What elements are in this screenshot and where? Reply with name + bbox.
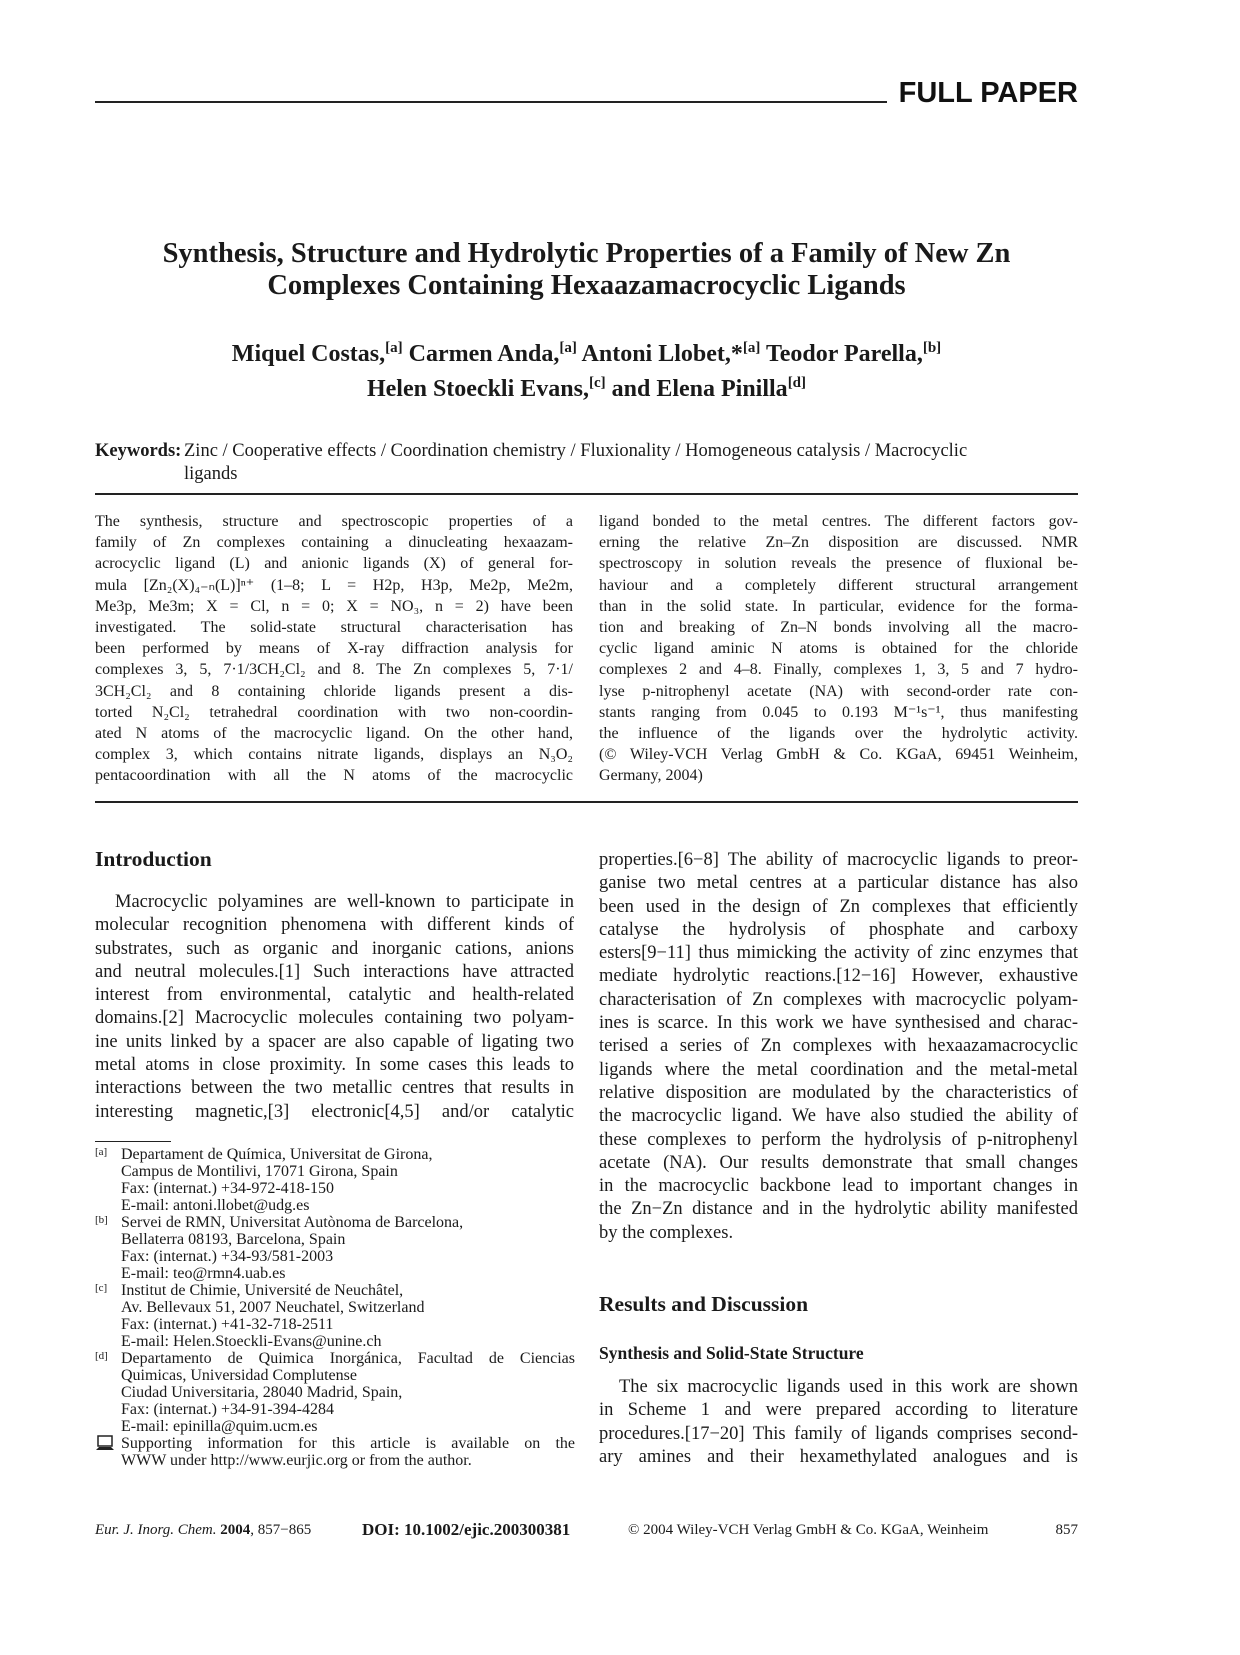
text-line: lyse p-nitrophenyl acetate (NA) with second-order rate con- [599,682,1078,700]
affiliation-mark: [c] [588,375,606,391]
text-line: these complexes to perform the hydrolysis of p-nitrophenyl [599,1129,1078,1150]
footnote-line: Av. Bellevaux 51, 2007 Neuchatel, Switzerland [121,1299,425,1316]
footnote-line: Ciudad Universitaria, 28040 Madrid, Spain, [121,1384,403,1401]
text-line: mediate hydrolytic reactions.[12−16] However, exhaustive [599,966,1078,987]
text-line: acetate (NA). Our results demonstrate that small changes [599,1152,1078,1173]
author-name: Teodor Parella, [765,341,923,367]
paper-title [95,238,1078,302]
text-line: relative disposition are modulated by the characteristics of [599,1082,1078,1103]
text-line: spectroscopy in solution reveals the presence of fluxional be- [599,555,1078,573]
author-name: and Elena Pinilla [611,376,788,402]
introduction-heading: Introduction [95,847,212,871]
text-line: characterisation of Zn complexes with macrocyclic polyam- [599,989,1078,1010]
text-line: acrocyclic ligand (L) and anionic ligands (X) of general for- [95,555,573,573]
text-line: stants ranging from 0.045 to 0.193 M⁻¹s⁻¹, thus manifesting [599,703,1078,721]
footnote-line: Fax: (internat.) +34-93/581-2003 [121,1248,334,1265]
text-line: interest from environmental, catalytic and health-related [95,985,574,1006]
footnote [95,1435,575,1469]
introduction-right-column [599,849,1078,1245]
text-line: been performed by means of X-ray diffraction analysis for [95,640,573,658]
text-line: the influence of the ligands over the hydrolytic activity. [599,724,1078,742]
text-line: in Scheme 1 and were prepared according to literature [599,1400,1078,1421]
affiliation-mark: [a] [559,340,577,356]
text-line: The synthesis, structure and spectroscopic properties of a [95,513,573,530]
text-line: (© Wiley-VCH Verlag GmbH & Co. KGaA, 69451 Weinheim, [599,746,1078,764]
text-line: and neutral molecules.[1] Such interactions have attracted [95,961,574,982]
footnote [95,1214,575,1282]
footer-journal: Eur. J. Inorg. Chem. [95,1522,217,1538]
keywords-line: ligands [184,464,238,484]
keywords [95,440,1078,486]
footnote-mark: [d] [95,1350,108,1362]
title-line: Complexes Containing Hexaazamacrocyclic Ligands [267,270,906,301]
footnote-line: Fax: (internat.) +41-32-718-2511 [121,1316,334,1333]
text-line: ated N atoms of the macrocyclic ligand. On the other hand, [95,724,573,742]
text-line: interactions between the two metallic centres that results in [95,1078,574,1099]
header-rule [95,101,887,103]
section-label: FULL PAPER [898,77,1078,109]
abstract-right-column [599,511,1078,786]
text-line: ligands where the metal coordination and the metal-metal [599,1059,1078,1080]
footer-year: 2004 [220,1522,251,1538]
footnote-mark: [b] [95,1214,108,1226]
text-line: the Zn−Zn distance and in the hydrolytic ability manifested [599,1199,1078,1220]
author-name: Carmen Anda, [408,341,560,367]
results-column [599,1376,1078,1469]
text-line: 3CH₂Cl₂ and 8 containing chloride ligands present a dis- [95,682,573,700]
affiliation-mark: [a] [742,340,761,356]
text-line: procedures.[17−20] This family of ligands comprises second- [599,1423,1078,1444]
text-line: pentacoordination with all the N atoms of the macrocyclic [95,767,573,785]
page-number: 857 [1055,1522,1078,1538]
abstract-bottom-rule [95,801,1078,803]
footnote-line: Fax: (internat.) +34-91-394-4284 [121,1401,334,1418]
text-line: ganise two metal centres at a particular distance has also [599,873,1078,894]
footnote-mark: [a] [95,1146,108,1158]
author-line [95,334,1078,369]
text-line: ines is scarce. In this work we have synthesised and charac- [599,1013,1078,1034]
abstract-left-column [95,511,573,786]
text-line: been used in the design of Zn complexes that efficiently [599,896,1078,917]
text-line: esters[9−11] thus mimicking the activity of zinc enzymes that [599,943,1078,964]
text-line: mula [Zn₂(X)₄₋ₙ(L)]ⁿ⁺ (1–8; L = H2p, H3p, Me2p, Me2m, [95,576,573,594]
text-line: Germany, 2004) [599,767,703,785]
footnote-line: Servei de RMN, Universitat Autònoma de Barcelona, [121,1214,464,1231]
text-line: family of Zn complexes containing a dinucleating hexaazam- [95,534,573,552]
text-line: in the macrocyclic backbone lead to important changes in [599,1176,1078,1197]
author-line [95,369,1078,404]
results-heading: Results and Discussion [599,1292,809,1316]
text-line: The six macrocyclic ligands used in this work are shown [619,1377,1078,1397]
abstract-top-rule [95,493,1078,495]
text-line: substrates, such as organic and inorganic cations, anions [95,938,574,959]
footnote-line: E-mail: epinilla@quim.ucm.es [121,1418,318,1435]
text-line: domains.[2] Macrocyclic molecules containing two polyam- [95,1008,574,1029]
text-line: molecular recognition phenomena with different kinds of [95,915,574,936]
footnote [95,1350,575,1435]
results-subheading: Synthesis and Solid-State Structure [599,1343,864,1363]
author-name: Antoni Llobet,* [581,341,743,367]
text-line: ine units linked by a spacer are also capable of ligating two [95,1031,574,1052]
text-line: haviour and a completely different structural arrangement [599,576,1078,594]
footer-copyright: © 2004 Wiley-VCH Verlag GmbH & Co. KGaA, Weinheim [628,1522,989,1538]
footnote-mark: [c] [95,1282,108,1294]
footnote-line: E-mail: Helen.Stoeckli-Evans@unine.ch [121,1333,382,1350]
footer-doi[interactable]: DOI: 10.1002/ejic.200300381 [362,1520,571,1539]
affiliation-mark: [b] [922,340,942,356]
author-list [95,334,1078,404]
footnote-line: Departament de Química, Universitat de Girona, [121,1146,433,1163]
text-line: tion and breaking of Zn–N bonds involving all the macro- [599,618,1078,636]
text-line: complexes 2 and 4–8. Finally, complexes 1, 3, 5 and 7 hydro- [599,661,1078,679]
text-line: Macrocyclic polyamines are well-known to participate in [115,892,574,912]
text-line: erning the relative Zn–Zn disposition are discussed. NMR [599,534,1078,552]
text-line: terised a series of Zn complexes with hexaazamacrocyclic [599,1036,1078,1057]
affiliation-mark: [d] [787,375,807,391]
text-line: torted N₂Cl₂ tetrahedral coordination with two non-coordin- [95,703,573,721]
text-line: than in the solid state. In particular, evidence for the forma- [599,597,1078,615]
text-line: metal atoms in close proximity. In some cases this leads to [95,1055,574,1076]
text-line: cyclic ligand aminic N atoms is obtained for the chloride [599,640,1078,658]
title-line: Synthesis, Structure and Hydrolytic Properties of a Family of New Zn [162,238,1011,269]
affiliation-mark: [a] [385,340,403,356]
keywords-label: Keywords: [95,441,182,461]
text-line: Me3p, Me3m; X = Cl, n = 0; X = NO₃, n = 2) have been [95,597,573,615]
footnote-line: Bellaterra 08193, Barcelona, Spain [121,1231,346,1248]
footnote [95,1146,575,1214]
author-name: Miquel Costas, [231,341,386,367]
footnote-line: Campus de Montilivi, 17071 Girona, Spain [121,1163,398,1180]
footer-citation [95,1522,311,1539]
footnote-line: E-mail: antoni.llobet@udg.es [121,1197,310,1214]
footnote-line: E-mail: teo@rmn4.uab.es [121,1265,286,1282]
footnote-line: WWW under http://www.eurjic.org or from the author. [121,1452,472,1469]
keywords-line: Zinc / Cooperative effects / Coordination chemistry / Fluxionality / Homogeneous catalysis / Macrocyclic [184,441,968,461]
affiliation-footnotes [95,1146,575,1469]
footnote-line: Supporting information for this article is available on the [121,1435,575,1452]
footnote-line: Departamento de Quimica Inorgánica, Facultad de Ciencias [121,1350,575,1367]
footnote-line: Quimicas, Universidad Complutense [121,1367,357,1384]
author-name: Helen Stoeckli Evans, [366,376,589,402]
text-line: complex 3, which contains nitrate ligands, displays an N₃O₂ [95,746,573,764]
text-line: interesting magnetic,[3] electronic[4,5] and/or catalytic [95,1101,574,1122]
text-line: the macrocyclic ligand. We have also studied the ability of [599,1106,1078,1127]
text-line: properties.[6−8] The ability of macrocyclic ligands to preor- [599,850,1078,870]
text-line: investigated. The solid-state structural characterisation has [95,618,573,636]
text-line: ary amines and their hexamethylated analogues and is [599,1446,1078,1467]
text-line: ligand bonded to the metal centres. The different factors gov- [599,513,1078,530]
footer-pages: , 857−865 [250,1522,312,1538]
introduction-left-column [95,891,574,1124]
footnote [95,1282,575,1350]
text-line: catalyse the hydrolysis of phosphate and carboxy [599,919,1078,940]
footnote-line: Institut de Chimie, Université de Neuchâtel, [121,1282,404,1299]
text-line: by the complexes. [599,1222,734,1243]
footnote-rule [95,1141,171,1142]
text-line: complexes 3, 5, 7·1/3CH₂Cl₂ and 8. The Zn complexes 5, 7·1/ [95,661,573,679]
footnote-line: Fax: (internat.) +34-972-418-150 [121,1180,334,1197]
computer-icon [95,1435,121,1469]
